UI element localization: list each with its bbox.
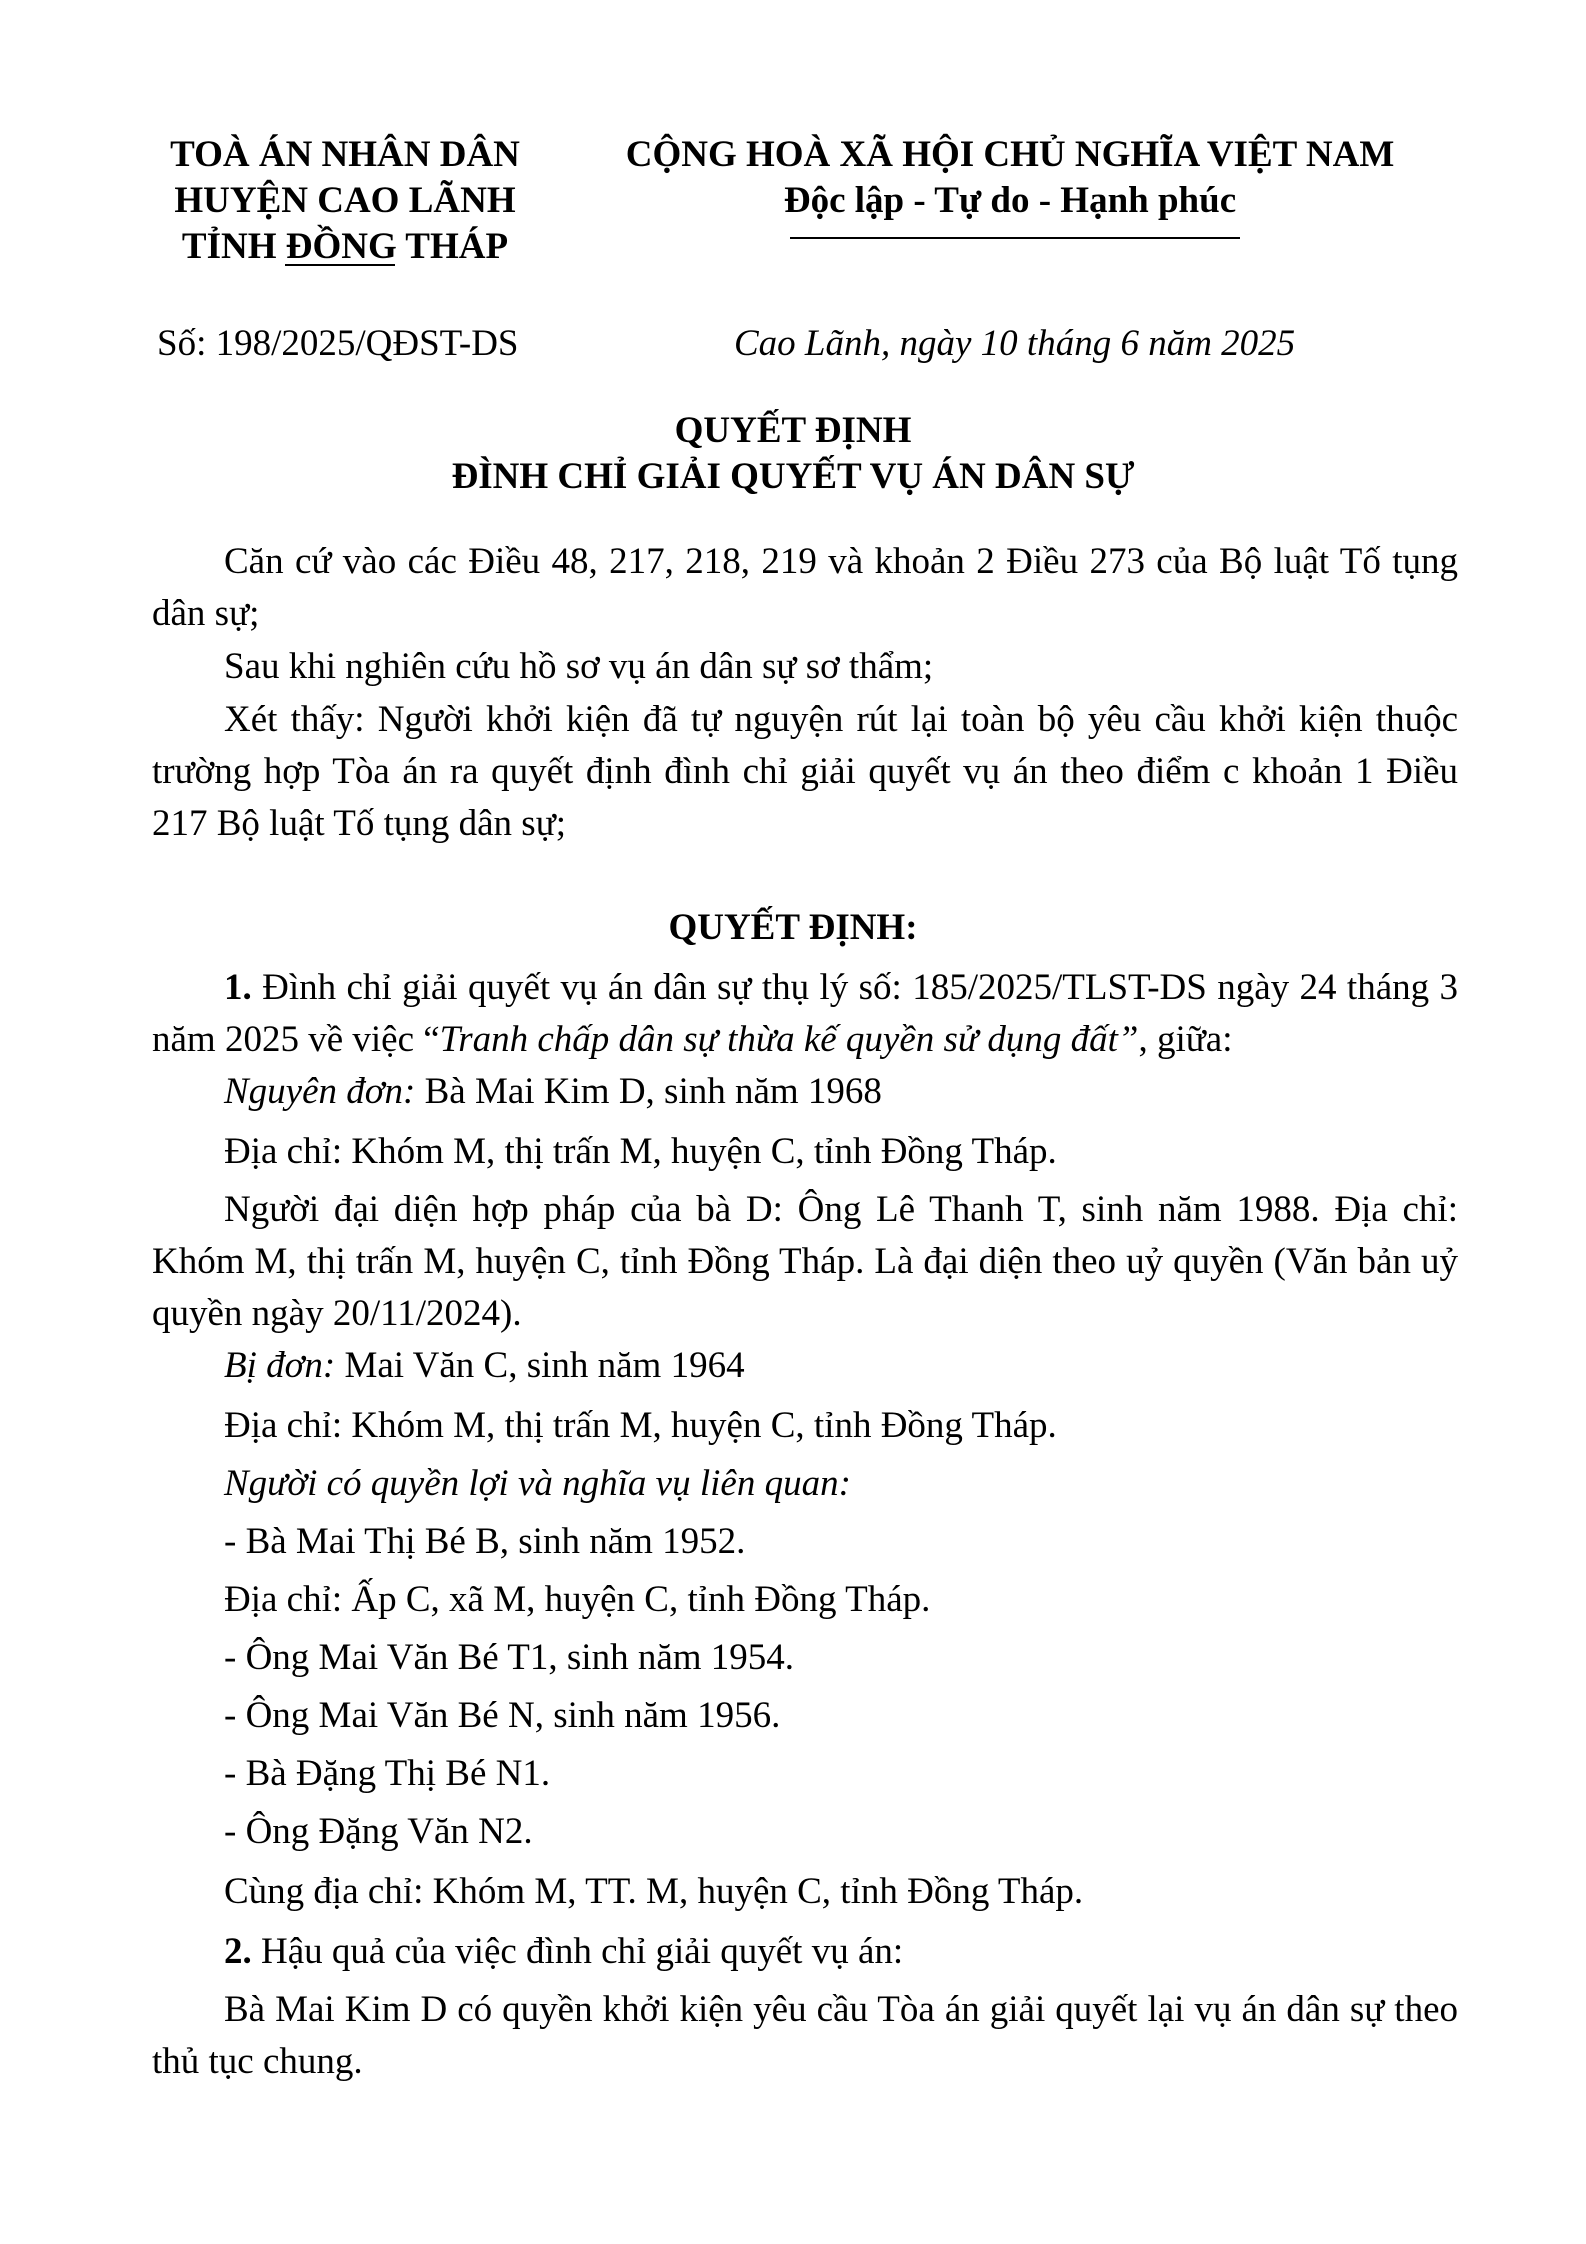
defendant-line	[152, 1340, 1458, 1392]
plaintiff-name: Bà Mai Kim D, sinh năm 1968	[415, 1071, 882, 1112]
defendant-name: Mai Văn C, sinh năm 1964	[335, 1345, 745, 1386]
plaintiff-label: Nguyên đơn:	[224, 1071, 416, 1112]
plaintiff-line	[152, 1066, 1458, 1118]
common-address: Cùng địa chỉ: Khóm M, TT. M, huyện C, tỉnh Đồng Tháp.	[224, 1871, 1084, 1912]
case-subject: Tranh chấp dân sự thừa kế quyền sử dụng đất”	[439, 1019, 1139, 1060]
representative-paragraph: Người đại diện hợp pháp của bà D: Ông Lê Thanh T, sinh năm 1988. Địa chỉ: Khóm M, thị trấn M, huyện C, tỉnh Đồng Tháp. Là đại diện theo uỷ quyền (Văn bản uỷ quyền ngày 20/11/2024).	[152, 1189, 1458, 1334]
title-line1: QUYẾT ĐỊNH	[674, 410, 912, 451]
decision-heading: QUYẾT ĐỊNH:	[668, 907, 918, 948]
place-and-date: Cao Lãnh, ngày 10 tháng 6 năm 2025	[734, 323, 1296, 364]
related-party-4: - Bà Đặng Thị Bé N1.	[224, 1753, 551, 1794]
item-1-text-end: , giữa:	[1138, 1019, 1233, 1060]
nation-name: CỘNG HOÀ XÃ HỘI CHỦ NGHĨA VIỆT NAM	[625, 134, 1395, 175]
title-line2: ĐÌNH CHỈ GIẢI QUYẾT VỤ ÁN DÂN SỰ	[451, 456, 1135, 497]
related-party-2: - Ông Mai Văn Bé T1, sinh năm 1954.	[224, 1637, 795, 1678]
court-name-line1: TOÀ ÁN NHÂN DÂN	[170, 134, 520, 175]
court-name-line2: HUYỆN CAO LÃNH	[174, 180, 516, 221]
decision-item-1	[152, 962, 1458, 1066]
legal-basis-paragraph: Căn cứ vào các Điều 48, 217, 218, 219 và khoản 2 Điều 273 của Bộ luật Tố tụng dân sự;	[152, 541, 1458, 634]
related-party-3: - Ông Mai Văn Bé N, sinh năm 1956.	[224, 1695, 781, 1736]
document-number: Số: 198/2025/QĐST-DS	[157, 323, 519, 364]
court-name-line3: TỈNH ĐỒNG THÁP	[181, 226, 509, 267]
item-1-text: Đình chỉ giải quyết vụ án dân sự thụ lý số: 185/2025/TLST-DS ngày 24 tháng 3 năm 2025 về việc “	[152, 967, 1458, 1060]
item-2-number: 2.	[224, 1931, 252, 1972]
national-motto-block	[610, 132, 1410, 224]
consequence-paragraph: Bà Mai Kim D có quyền khởi kiện yêu cầu Tòa án giải quyết lại vụ án dân sự theo thủ tục chung.	[152, 1989, 1458, 2082]
item-2-text: Hậu quả của việc đình chỉ giải quyết vụ án:	[251, 1931, 904, 1972]
document-title	[0, 408, 1586, 500]
court-name-block	[130, 132, 560, 270]
item-1-number: 1.	[224, 967, 252, 1008]
nation-motto: Độc lập - Tự do - Hạnh phúc	[783, 180, 1237, 221]
decision-item-2	[152, 1926, 1458, 1978]
related-party-5: - Ông Đặng Văn N2.	[224, 1811, 533, 1852]
defendant-address: Địa chỉ: Khóm M, thị trấn M, huyện C, tỉnh Đồng Tháp.	[224, 1405, 1057, 1446]
motto-underline	[790, 237, 1240, 239]
plaintiff-address: Địa chỉ: Khóm M, thị trấn M, huyện C, tỉnh Đồng Tháp.	[224, 1131, 1057, 1172]
defendant-label: Bị đơn:	[224, 1345, 336, 1386]
review-paragraph: Sau khi nghiên cứu hồ sơ vụ án dân sự sơ thẩm;	[224, 646, 934, 687]
related-party-1-address: Địa chỉ: Ấp C, xã M, huyện C, tỉnh Đồng Tháp.	[224, 1579, 931, 1620]
court-underline	[285, 264, 395, 266]
related-parties-label: Người có quyền lợi và nghĩa vụ liên quan:	[224, 1463, 851, 1504]
finding-paragraph: Xét thấy: Người khởi kiện đã tự nguyện rút lại toàn bộ yêu cầu khởi kiện thuộc trường hợp Tòa án ra quyết định đình chỉ giải quyết vụ án theo điểm c khoản 1 Điều 217 Bộ luật Tố tụng dân sự;	[152, 699, 1458, 844]
related-party-1: - Bà Mai Thị Bé B, sinh năm 1952.	[224, 1521, 746, 1562]
